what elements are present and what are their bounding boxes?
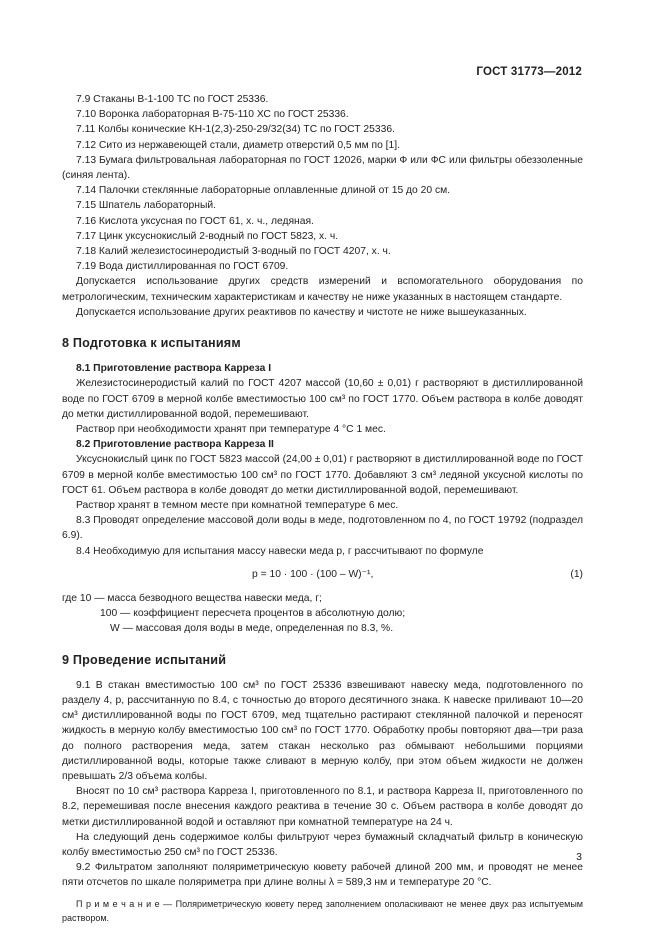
paragraph: 8.4 Необходимую для испытания массу навески меда p, г рассчитывают по формуле [76,545,484,557]
section-heading: 9 Проведение испытаний [62,652,227,667]
list-item: 7.15 Шпатель лабораторный. [76,200,216,212]
paragraph: Допускается использование других реактивов по качеству и чистоте не ниже вышеуказанных. [76,306,527,318]
list-item: 7.12 Сито из нержавеющей стали, диаметр отверстий 0,5 мм по [1]. [76,139,400,151]
subsection-heading: 8.2 Приготовление раствора Карреза II [76,439,274,451]
document-body [62,92,583,934]
paragraph: 8.3 Проводят определение массовой доли воды в меде, подготовленном по 4, по ГОСТ 19792 (подраздел 6.9). [62,515,583,542]
formula-legend: где 10 — масса безводного вещества навески меда, г; [62,592,322,604]
paragraph: Раствор хранят в темном месте при комнатной температуре 6 мес. [76,500,399,512]
list-item: 7.18 Калий железистосинеродистый 3-водный по ГОСТ 4207, х. ч. [76,246,391,258]
list-item: 7.16 Кислота уксусная по ГОСТ 61, х. ч., ледяная. [76,215,314,227]
note: П р и м е ч а н и е — Поляриметрическую кювету перед заполнением ополаскивают не менее двух раз испытуемым раствором. [62,898,583,923]
formula-legend: W — массовая доля воды в меде, определенная по 8.3, %. [110,623,394,635]
paragraph: Железистосинеродистый калий по ГОСТ 4207 массой (10,60 ± 0,01) г растворяют в дистиллированной воде по ГОСТ 6709 в мерной колбе вместимостью 100 см³ по ГОСТ 1770. Объем раствора в колбе доводят до метки дистиллированной водой, перемешивают. [62,378,583,420]
formula-row [62,563,583,587]
list-item: 7.10 Воронка лабораторная В-75-110 ХС по ГОСТ 25336. [76,109,349,121]
list-item: 7.11 Колбы конические КН-1(2,3)-250-29/32(34) ТС по ГОСТ 25336. [76,124,395,136]
list-item: 7.17 Цинк уксуснокислый 2-водный по ГОСТ 5823, х. ч. [76,230,339,242]
paragraph: 9.2 Фильтратом заполняют поляриметрическую кювету рабочей длиной 200 мм, и проводят не менее пяти отсчетов по шкале поляриметра при длине волны λ = 589,3 нм и температуре 20 °С. [62,862,583,889]
paragraph: Уксуснокислый цинк по ГОСТ 5823 массой (24,00 ± 0,01) г растворяют в дистиллированной воде по ГОСТ 6709 в мерной колбе вместимостью 100 см³ по ГОСТ 1770. Добавляют 3 см³ ледяной уксусной кислоты по ГОСТ 61. Объем раствора в колбе доводят до метки дистиллированной водой, перемешивают. [62,454,583,496]
formula-legend: 100 — коэффициент пересчета процентов в абсолютную долю; [100,608,406,620]
formula: p = 10 · 100 · (100 – W)⁻¹, [252,568,374,580]
list-item: 7.14 Палочки стеклянные лабораторные оплавленные длиной от 15 до 20 см. [76,185,451,197]
formula-number: (1) [570,568,583,580]
paragraph: Допускается использование других средств измерений и вспомогательного оборудования по метрологическим, техническим характеристикам и качеству не ниже указанных в настоящем стандарте. [62,276,583,303]
paragraph: Вносят по 10 см³ раствора Карреза I, приготовленного по 8.1, и раствора Карреза II, приготовленного по 8.2, перемешивая после внесения каждого реактива в течение 30 с. Объем раствора в колбе доводят до метки дистиллированной водой и оставляют при комнатной температуре на 24 ч. [62,786,583,828]
subsection-heading: 8.1 Приготовление раствора Карреза I [76,363,272,375]
list-item: 7.9 Стаканы В-1-100 ТС по ГОСТ 25336. [76,94,269,105]
page-number: 3 [576,851,582,863]
paragraph: На следующий день содержимое колбы фильтруют через бумажный складчатый фильтр в коническую колбу вместимостью 250 см³ по ГОСТ 25336. [62,831,583,858]
paragraph: Раствор при необходимости хранят при температуре 4 °С 1 мес. [76,424,386,436]
list-item: 7.19 Вода дистиллированная по ГОСТ 6709. [76,261,289,273]
section-heading: 8 Подготовка к испытаниям [62,336,241,351]
paragraph: 9.1 В стакан вместимостью 100 см³ по ГОСТ 25336 взвешивают навеску меда, подготовленного по разделу 4, p, рассчитанную по 8.4, с точностью до второго десятичного знака. К навеске приливают 10—20 см³ дистиллированной воды по ГОСТ 6709, мед тщательно растирают стеклянной палочкой и переносят жидкость в мерную колбу вместимостью 100 см³ по ГОСТ 1770. Обработку пробы повторяют два—три раза до полного растворения меда, затем стакан несколько раз обмывают небольшими порциями дистиллированной воды, которые также сливают в мерную колбу, при этом объем жидкости не должен превышать 2/3 объема колбы. [62,679,583,782]
document-code: ГОСТ 31773—2012 [476,66,582,78]
list-item: 7.13 Бумага фильтровальная лабораторная по ГОСТ 12026, марки Ф или ФС или фильтры обеззоленные (синяя лента). [62,154,583,182]
